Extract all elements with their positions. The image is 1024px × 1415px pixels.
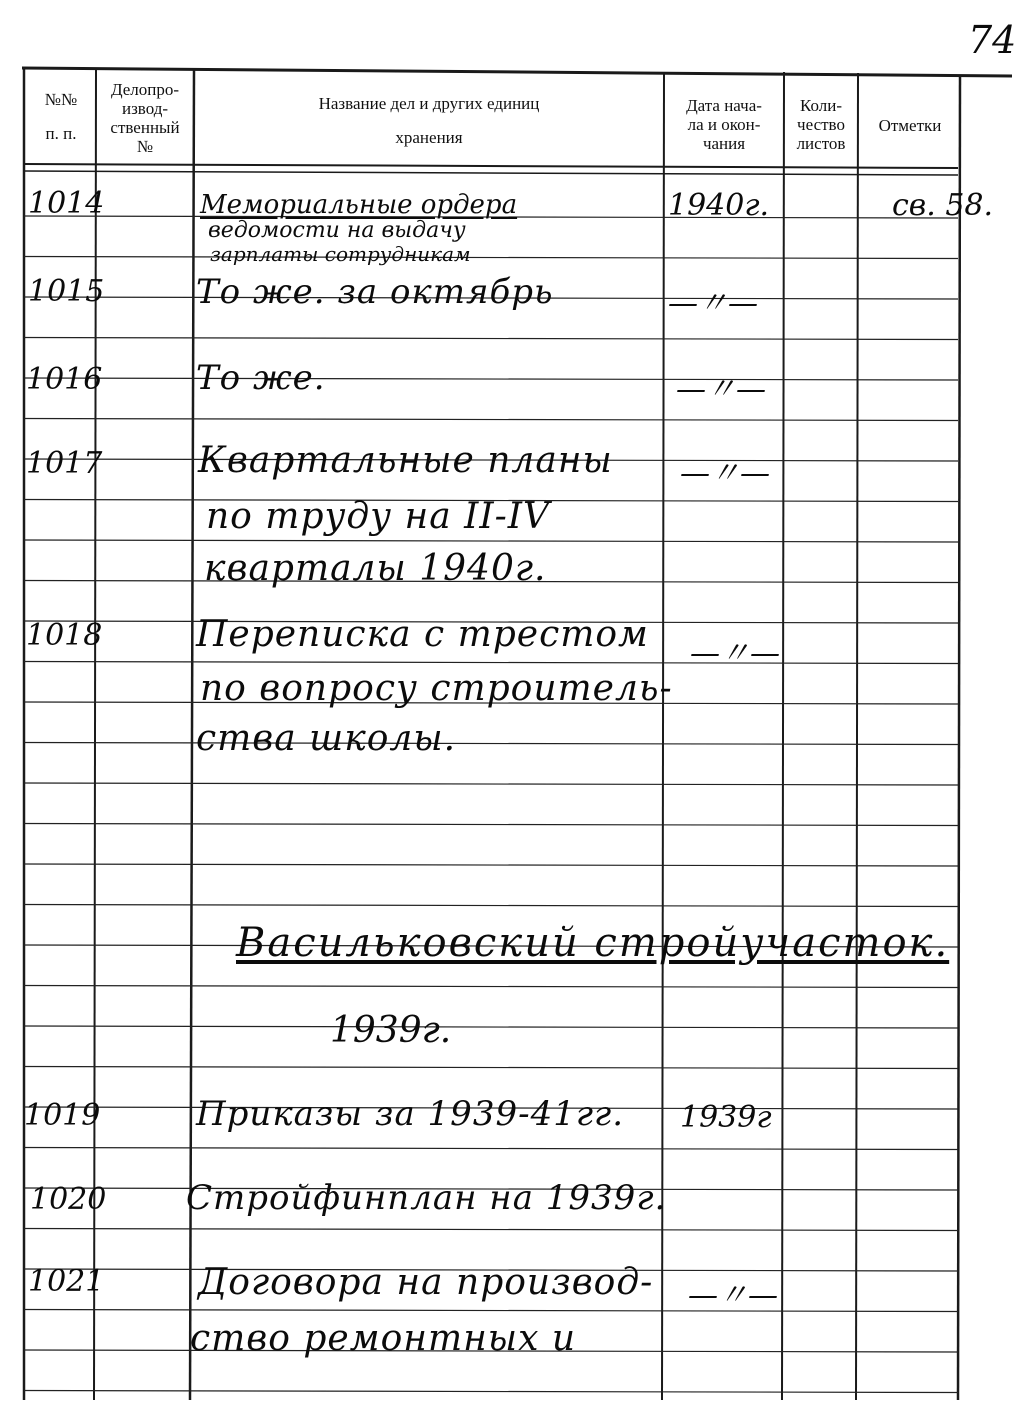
section-title: Васильковский стройучасток.	[236, 920, 950, 966]
entry-title-line: ство ремонтных и	[190, 1318, 577, 1359]
ruled-line	[24, 1229, 958, 1231]
ruled-line	[24, 905, 958, 907]
entry-title-line: Квартальные планы	[198, 440, 613, 481]
entry-date: 1940г.	[668, 188, 770, 223]
ruled-line	[24, 864, 958, 866]
header-col-dates-line1: Дата нача-	[686, 96, 762, 115]
header-col-title	[196, 94, 662, 148]
entry-number: 1019	[24, 1098, 101, 1133]
page-number: 74	[968, 18, 1017, 62]
header-col-office-line4: №	[136, 137, 154, 156]
ruled-line	[24, 419, 958, 421]
entry-title-line: Приказы за 1939-41гг.	[196, 1094, 625, 1134]
header-col-number	[30, 90, 92, 144]
ruled-line	[24, 1026, 958, 1028]
entry-note: св. 58.	[892, 188, 994, 223]
ruled-line	[24, 986, 958, 988]
entry-number: 1016	[26, 362, 103, 397]
header-col-title-line1: Название дел и других единиц	[318, 94, 540, 113]
header-col-office-line3: ственный	[110, 118, 180, 137]
ruled-line	[24, 1391, 958, 1393]
ruled-line	[24, 338, 958, 340]
ruled-line	[24, 1067, 958, 1069]
entry-title-line: Переписка с трестом	[196, 614, 649, 655]
ruled-line	[24, 257, 958, 259]
entry-title-line: ведомости на выдачу	[208, 218, 466, 243]
entry-title-line: Стройфинплан на 1939г.	[186, 1178, 667, 1218]
ruled-line	[24, 540, 958, 542]
entry-title-line: Договора на производ-	[198, 1262, 654, 1303]
ruled-line	[24, 1310, 958, 1312]
ruled-line	[24, 743, 958, 745]
entry-date: —〃—	[668, 286, 758, 321]
header-col-sheets	[784, 96, 858, 153]
entry-title-line: кварталы 1940г.	[204, 548, 547, 589]
header-col-sheets-line3: листов	[796, 134, 846, 153]
entry-title-line: по вопросу строитель-	[200, 668, 673, 709]
header-col-dates-line2: ла и окон-	[687, 115, 761, 134]
ruled-line	[24, 824, 958, 826]
header-col-number-line1: №№	[44, 90, 78, 109]
ruled-line	[24, 1148, 958, 1150]
entry-title-line: То же.	[196, 358, 326, 398]
entry-number: 1018	[26, 618, 103, 653]
header-col-dates-line3: чания	[702, 134, 746, 153]
entry-title-line: ства школы.	[196, 718, 457, 759]
entry-number: 1014	[28, 186, 105, 221]
entry-number: 1015	[28, 274, 105, 309]
header-col-office-line2: извод-	[121, 99, 169, 118]
entry-number: 1017	[26, 446, 103, 481]
header-col-office-line1: Делопро-	[110, 80, 180, 99]
entry-date: —〃—	[690, 636, 780, 671]
entry-date: —〃—	[688, 1278, 778, 1313]
ruled-line	[24, 783, 958, 785]
entry-number: 1021	[28, 1264, 105, 1299]
header-col-sheets-line2: чество	[797, 115, 845, 134]
entry-number: 1020	[30, 1182, 107, 1217]
entry-title-line: То же. за октябрь	[196, 272, 554, 312]
entry-title-line: Мемориальные ордера	[200, 190, 518, 220]
header-col-dates	[664, 96, 784, 153]
header-col-notes: Отметки	[878, 116, 942, 135]
header-col-title-line2: хранения	[395, 128, 463, 147]
section-year: 1939г.	[330, 1010, 452, 1051]
entry-title-line: по труду на II-IV	[206, 496, 550, 537]
entry-title-line: зарплаты сотрудникам	[210, 242, 471, 266]
entry-date: 1939г	[680, 1100, 772, 1135]
header-col-office	[98, 80, 192, 156]
header-col-number-line2: п. п.	[45, 124, 77, 143]
entry-date: —〃—	[676, 372, 766, 407]
ruled-line	[24, 378, 958, 380]
ruled-line	[24, 662, 958, 664]
entry-date: —〃—	[680, 456, 770, 491]
header-col-sheets-line1: Коли-	[799, 96, 842, 115]
